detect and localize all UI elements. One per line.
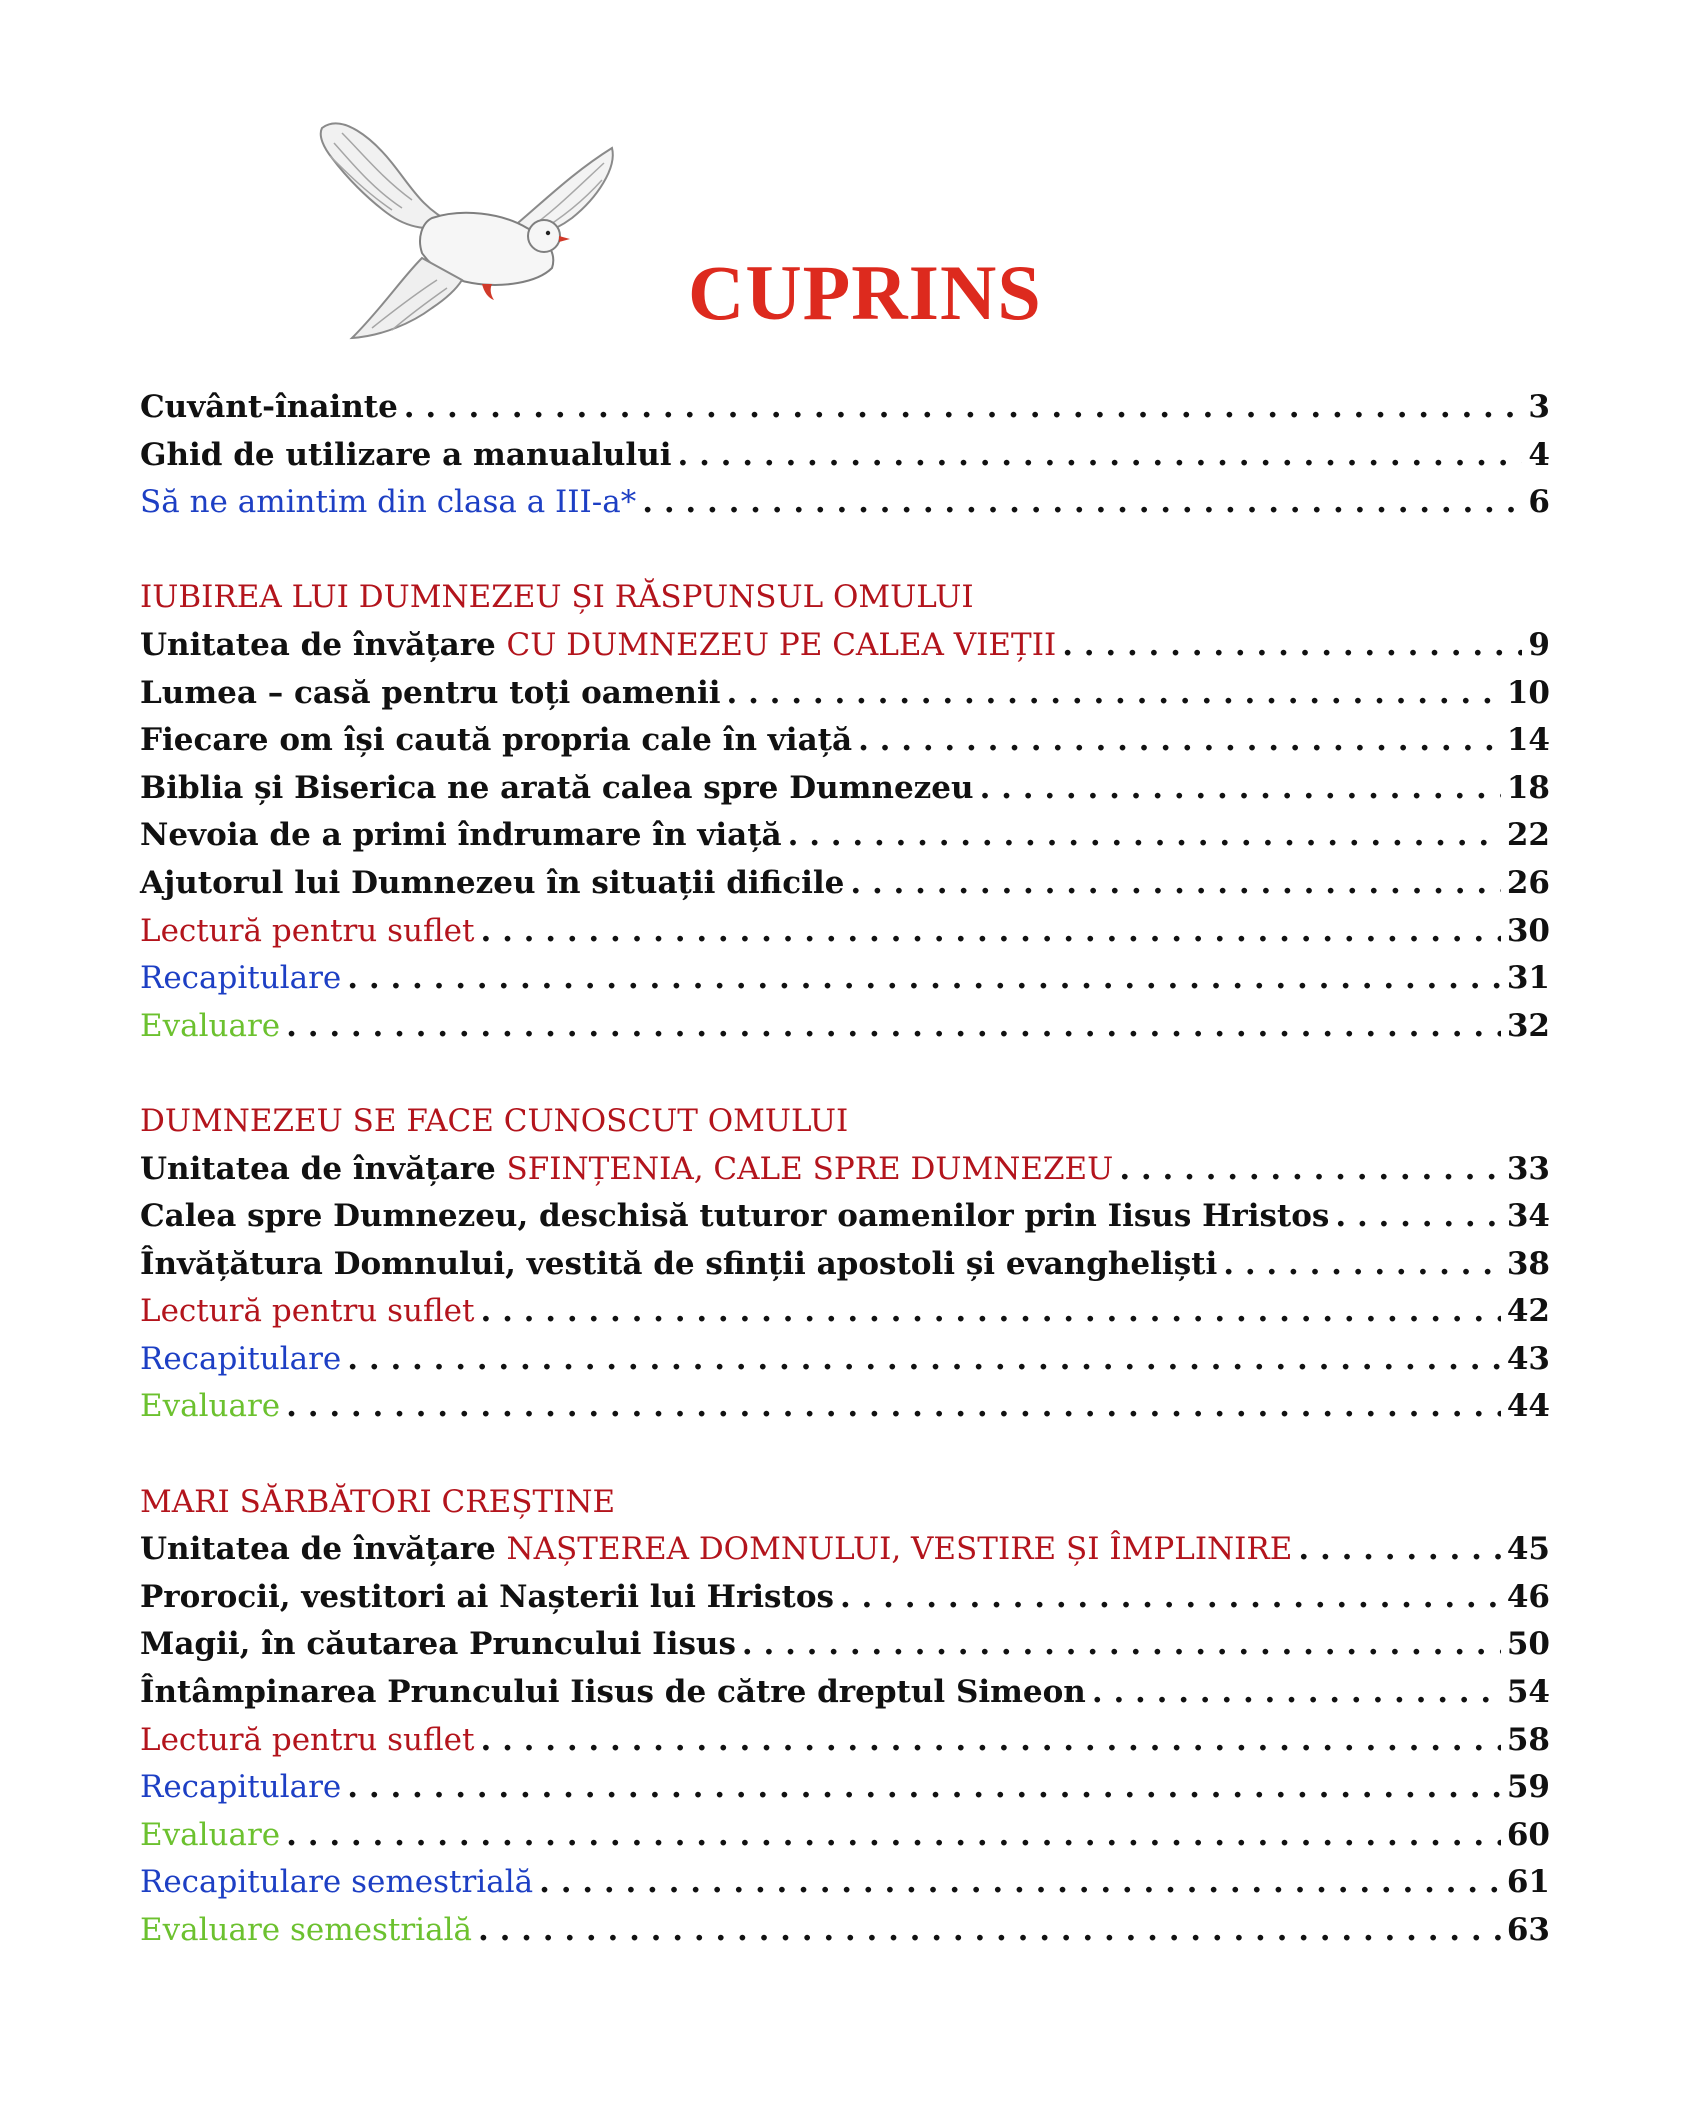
dot-leader — [642, 479, 1522, 527]
dot-leader — [480, 908, 1500, 956]
label-text: Lectură pentru suflet — [140, 1721, 475, 1758]
dot-leader — [742, 1621, 1501, 1669]
toc-entry-label — [140, 1574, 834, 1622]
label-text: Întâmpinarea Pruncului Iisus de către dreptul Simeon — [140, 1674, 1086, 1711]
toc-entry-label — [140, 1526, 1292, 1574]
dot-leader — [788, 812, 1501, 860]
toc-entry-label — [140, 1336, 341, 1384]
page-number: 4 — [1528, 436, 1550, 473]
toc-row[interactable] — [140, 1859, 1550, 1907]
toc-row[interactable] — [140, 717, 1550, 765]
unit-name: CU DUMNEZEU PE CALEA VIEȚII — [506, 626, 1057, 663]
toc-entry-label — [140, 860, 844, 908]
toc-entry-label — [140, 1812, 280, 1860]
unit-name: SFINȚENIA, CALE SPRE DUMNEZEU — [506, 1150, 1114, 1187]
page-number: 34 — [1506, 1198, 1550, 1235]
toc-entry-label — [140, 1669, 1086, 1717]
toc-row[interactable] — [140, 1336, 1550, 1384]
toc-entry-label — [140, 384, 398, 432]
dot-leader — [1092, 1669, 1501, 1717]
page-number: 59 — [1506, 1769, 1550, 1806]
section-heading: MARI SĂRBĂTORI CREȘTINE — [140, 1483, 616, 1520]
toc-row-unit[interactable] — [140, 622, 1550, 670]
dot-leader — [1335, 1193, 1500, 1241]
page-number: 61 — [1506, 1864, 1550, 1901]
toc-row[interactable] — [140, 908, 1550, 956]
section-gap — [140, 1050, 1550, 1098]
dot-leader — [480, 1288, 1500, 1336]
label-text: Evaluare — [140, 1388, 281, 1425]
toc-entry-label — [140, 1717, 474, 1765]
toc-row[interactable] — [140, 1288, 1550, 1336]
toc-row[interactable] — [140, 1812, 1550, 1860]
toc-row[interactable] — [140, 1621, 1550, 1669]
toc-entry-label — [140, 1241, 1217, 1289]
page-number: 46 — [1506, 1578, 1550, 1615]
page-number: 30 — [1506, 912, 1550, 949]
toc-row-intro[interactable] — [140, 432, 1550, 480]
page-number: 43 — [1506, 1340, 1550, 1377]
page-number: 32 — [1506, 1007, 1550, 1044]
dot-leader — [1223, 1241, 1501, 1289]
toc-row[interactable] — [140, 1383, 1550, 1431]
dot-leader — [1298, 1526, 1500, 1574]
section-gap — [140, 1431, 1550, 1479]
dot-leader — [1119, 1146, 1501, 1194]
label-text: Să ne amintim din clasa a III-a* — [140, 484, 637, 521]
label-text: Calea spre Dumnezeu, deschisă tuturor oamenilor prin Iisus Hristos — [140, 1198, 1330, 1235]
dot-leader — [480, 1717, 1500, 1765]
toc-row[interactable] — [140, 1717, 1550, 1765]
label-text: Fiecare om își caută propria cale în viață — [140, 722, 853, 759]
label-text: Ajutorul lui Dumnezeu în situații dificile — [140, 864, 845, 901]
label-text: Lectură pentru suflet — [140, 1293, 475, 1330]
label-text: Recapitulare — [140, 1340, 342, 1377]
toc-row-unit[interactable] — [140, 1146, 1550, 1194]
toc-row[interactable] — [140, 670, 1550, 718]
page-number: 14 — [1506, 722, 1550, 759]
page-number: 54 — [1506, 1674, 1550, 1711]
label-text: Învățătura Domnului, vestită de sfinții apostoli și evangheliști — [140, 1245, 1218, 1282]
dot-leader — [539, 1859, 1501, 1907]
page-number: 9 — [1528, 626, 1550, 663]
label-text: Ghid de utilizare a manualului — [140, 436, 672, 473]
toc-row[interactable] — [140, 1574, 1550, 1622]
toc-entry-label — [140, 908, 474, 956]
toc-entry-label — [140, 955, 341, 1003]
toc-entry-label — [140, 479, 636, 527]
page-number: 3 — [1528, 389, 1550, 425]
page-number: 6 — [1528, 484, 1550, 521]
toc-row[interactable] — [140, 765, 1550, 813]
page-number: 22 — [1506, 817, 1550, 854]
toc-entry-label — [140, 765, 974, 813]
toc-entry-label — [140, 670, 721, 718]
label-text: Magii, în căutarea Pruncului Iisus — [140, 1626, 736, 1663]
label-text: Recapitulare — [140, 960, 342, 997]
label-text: Recapitulare semestrială — [140, 1864, 534, 1901]
toc-row[interactable] — [140, 1193, 1550, 1241]
page-number: 33 — [1506, 1150, 1550, 1187]
dot-leader — [840, 1574, 1501, 1622]
toc-entry-label — [140, 717, 852, 765]
toc-entry-label — [140, 1146, 1113, 1194]
page-number: 58 — [1506, 1721, 1550, 1758]
toc-entry-label — [140, 622, 1056, 670]
toc-entry-label — [140, 812, 782, 860]
toc-row-unit[interactable] — [140, 1526, 1550, 1574]
page-number: 44 — [1506, 1388, 1550, 1425]
label-text: Evaluare — [140, 1816, 281, 1853]
label-text: Nevoia de a primi îndrumare în viață — [140, 817, 782, 854]
label-text: Unitatea de învățare — [140, 1531, 496, 1568]
page-number: 10 — [1506, 674, 1550, 711]
section-gap — [140, 527, 1550, 575]
toc-entry-label — [140, 1003, 280, 1051]
dot-leader — [347, 1336, 1501, 1384]
page-title: CUPRINS — [688, 249, 1042, 336]
label-text: Recapitulare — [140, 1769, 342, 1806]
label-text: Prorocii, vestitori ai Nașterii lui Hristos — [140, 1578, 834, 1615]
toc-entry-label — [140, 1859, 533, 1907]
label-text: Unitatea de învățare — [140, 1150, 496, 1187]
toc-row[interactable] — [140, 1764, 1550, 1812]
page-number: 45 — [1506, 1531, 1550, 1568]
label-text: Lumea – casă pentru toți oamenii — [140, 674, 721, 711]
toc-row[interactable] — [140, 1003, 1550, 1051]
page-number: 60 — [1506, 1816, 1550, 1853]
toc-row[interactable] — [140, 955, 1550, 1003]
dot-leader — [678, 432, 1523, 480]
dot-leader — [286, 1812, 1501, 1860]
page-number: 50 — [1506, 1626, 1550, 1663]
toc-entry-label — [140, 1621, 736, 1669]
section-heading: IUBIREA LUI DUMNEZEU ȘI RĂSPUNSUL OMULUI — [140, 579, 974, 616]
dot-leader — [347, 955, 1501, 1003]
toc-row[interactable] — [140, 1241, 1550, 1289]
toc-row-intro[interactable] — [140, 479, 1550, 527]
dot-leader — [980, 765, 1501, 813]
table-of-contents — [140, 384, 1550, 1955]
toc-row[interactable] — [140, 860, 1550, 908]
label-text: Unitatea de învățare — [140, 626, 496, 663]
section-heading: DUMNEZEU SE FACE CUNOSCUT OMULUI — [140, 1102, 849, 1139]
dot-leader — [727, 670, 1501, 718]
dot-leader — [1062, 622, 1522, 670]
page-number: 18 — [1506, 769, 1550, 806]
toc-entry-label — [140, 432, 672, 480]
label-text: Biblia și Biserica ne arată calea spre Dumnezeu — [140, 769, 974, 806]
toc-row[interactable] — [140, 812, 1550, 860]
page-number: 26 — [1506, 864, 1550, 901]
label-text: Evaluare — [140, 1007, 281, 1044]
toc-row[interactable] — [140, 1669, 1550, 1717]
toc-entry-label — [140, 1764, 341, 1812]
label-text: Evaluare semestrială — [140, 1912, 472, 1948]
dot-leader — [347, 1764, 1501, 1812]
dot-leader — [858, 717, 1501, 765]
dot-leader — [286, 1383, 1501, 1431]
dot-leader — [850, 860, 1501, 908]
page-number: 42 — [1506, 1293, 1550, 1330]
label-text: Lectură pentru suflet — [140, 912, 475, 949]
toc-row-intro[interactable] — [140, 384, 1550, 432]
toc-entry-label — [140, 1288, 474, 1336]
page-number: 31 — [1506, 960, 1550, 997]
toc-entry-label — [140, 1383, 280, 1431]
page-number: 38 — [1506, 1245, 1550, 1282]
unit-name: NAȘTEREA DOMNULUI, VESTIRE ȘI ÎMPLINIRE — [506, 1531, 1293, 1568]
toc-entry-label — [140, 1907, 472, 1955]
dot-leader — [404, 384, 1523, 432]
toc-row[interactable] — [140, 1907, 1550, 1955]
toc-entry-label — [140, 1193, 1329, 1241]
dot-leader — [478, 1907, 1501, 1955]
dot-leader — [286, 1003, 1501, 1051]
page-number: 63 — [1506, 1912, 1550, 1948]
label-text: Cuvânt-înainte — [140, 389, 398, 425]
